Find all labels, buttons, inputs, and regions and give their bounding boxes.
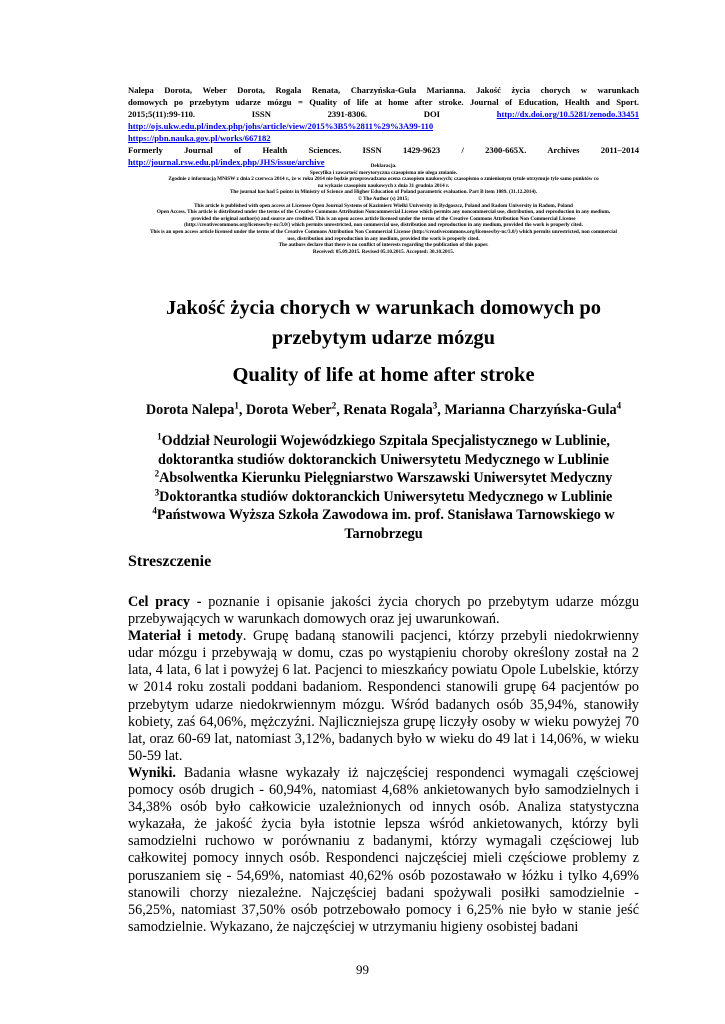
author-sup: 3: [432, 400, 438, 411]
declaration-line: provided the original author(s) and source are credited. This is an open access article licensed under the terms of the Creative Commons Attribution Non Commercial License: [191, 215, 576, 222]
declaration-line: Open Access. This article is distributed under the terms of the Creative Commons Attribution Noncommercial License which permits any noncommercial use, distribution, and reproduction in any medium,: [156, 209, 611, 216]
declaration-line: Specyfika i zawartość merytoryczna czasopisma nie ulega zmianie.: [309, 169, 458, 176]
author-sup: 4: [616, 400, 622, 411]
affiliations: [128, 432, 639, 544]
results-label: Wyniki.: [128, 764, 176, 781]
results-text: Badania własne wykazały iż najczęściej respondenci wymagali częściowej pomocy osób drugich - 60,94%, natomiast 4,68% ankietowanych było samodzielnych i 34,38% osób było całkowicie uzależnionych od innych osób. Analiza statystyczna wykazała, że jakość życia była istotnie lepsza wśród ankietowanych, którzy byli samodzielni ruchowo w porównaniu z badanymi, którzy wymagali częściowej lub całkowitej pomocy innych osób. Respondenci najczęściej mieli częściowe problemy z poruszaniem się - 54,69%, natomiast 40,62% osób pozostawało w łóżku i tylko 4,69% stanowili chorzy niezależne. Najczęściej badani spożywali posiłki samodzielnie - 56,25%, natomiast 37,50% osób potrzebowało pomocy i 6,25% nie było w stanie jeść samodzielnie. Wykazano, że najczęściej w utrzymaniu higieny osobistej badani: [128, 764, 639, 935]
title-english: Quality of life at home after stroke: [232, 364, 535, 386]
formerly-line: Formerly Journal of Health Sciences. ISSN 1429-9623 / 2300-665X. Archives 2011–2014: [128, 145, 639, 155]
doi-link[interactable]: http://dx.doi.org/10.5281/zenodo.33451: [496, 109, 639, 119]
affiliation-text: Doktorantka studiów doktoranckich Uniwersytetu Medycznego w Lublinie: [159, 488, 613, 505]
author-name: Marianna Charzyńska-Gula: [444, 402, 617, 418]
aim-paragraph: [128, 594, 639, 628]
affiliation-sup: 1: [157, 431, 162, 442]
declaration-line: use, distribution and reproduction in any medium, provided the work is properly cited.: [287, 235, 480, 242]
citation-line: domowych po przebytym udarze mózgu = Quality of life at home after stroke. Journal of Education, Health and Sport.: [128, 97, 639, 107]
declaration-block: [128, 163, 639, 255]
author-name: Dorota Weber: [245, 402, 332, 418]
affiliation-text: Państwowa Wyższa Szkoła Zawodowa im. prof. Stanisława Tarnowskiego w: [156, 507, 615, 524]
methods-label: Materiał i metody: [128, 628, 243, 645]
results-paragraph: [128, 765, 639, 936]
author-name: Renata Rogala: [343, 402, 433, 418]
declaration-line: The journal has had 5 points in Ministry of Science and Higher Education of Poland parametric evaluation. Part B item 1089. (31.12.2014).: [229, 189, 538, 196]
affiliation-text: Absolwentka Kierunku Pielęgniarstwo Warszawski Uniwersytet Medyczny: [159, 470, 613, 487]
affiliation-text: Oddział Neurologii Wojewódzkiego Szpitala Specjalistycznego w Lublinie,: [161, 433, 610, 449]
affiliation-sup: 4: [152, 505, 157, 516]
page-number: 99: [356, 962, 369, 977]
abstract-body: [128, 594, 639, 936]
abstract-heading: Streszczenie: [128, 553, 212, 570]
affiliation-sup: 2: [154, 468, 160, 479]
methods-text: . Grupę badaną stanowili pacjenci, którzy przebyli niedokrwienny udar mózgu i przebywają w domu, czas po wystąpieniu choroby określony został na 2 lata, 4 lata, 6 lat i powyżej 6 lat. Pacjenci to mieszkańcy powiatu Opole Lubelskie, którzy w 2014 roku zostali poddani badaniom. Respondenci stanowili grupę 64 pacjentów po przebytym udarze niedokrwiennym mózgu. Wśród badanych osób 35,94%, stanowiły kobiety, zaś 64,06%, mężczyźni. Najliczniejsza grupę liczyły osoby w wieku powyżej 70 lat, oraz 60-69 lat, natomiast 3,12%, badanych było w wieku do 49 lat i 14,06%, w wieku 50-59 lat.: [128, 628, 639, 764]
aim-text: poznanie i opisanie jakości życia chorych po przebytym udarze mózgu przebywających w warunkach domowych oraz jej uwarunkowań.: [128, 594, 639, 628]
declaration-line: (http://creativecommons.org/licenses/by-nc/3.0/) which permits unrestricted, non commercial use, distribution and reproduction in any medium, provided the work is properly cited.: [184, 222, 583, 229]
citation-text: 2015;5(11):99-110. ISSN 2391-8306. DOI: [128, 109, 497, 119]
affiliation-sup: 3: [154, 487, 160, 498]
declaration-line: Zgodnie z informacją MNiSW z dnia 2 czerwca 2014 r., że w roku 2014 nie będzie przeprowadzana ocena czasopism naukowych; czasopismo o zmienionym tytule otrzymuje tyle samo punktów co: [168, 176, 599, 183]
aim-label: Cel pracy -: [128, 594, 202, 610]
author-sup: 2: [331, 400, 337, 411]
author-sup: 1: [234, 400, 239, 411]
affiliation-line: Tarnobrzegu: [344, 525, 423, 542]
pbn-link[interactable]: https://pbn.nauka.gov.pl/works/667182: [128, 133, 271, 143]
affiliation-line: [128, 506, 639, 525]
ojs-link[interactable]: http://ojs.ukw.edu.pl/index.php/johs/article/view/2015%3B5%2811%29%3A99-110: [128, 121, 434, 131]
declaration-line: Received: 05.09.2015. Revised 05.10.2015. Accepted: 30.10.2015.: [312, 248, 455, 255]
declaration-line: The authors declare that there is no conflict of interests regarding the publication of this paper.: [278, 242, 489, 249]
declaration-line: This article is published with open access at Licensee Open Journal Systems of Kazimierz Wielki University in Bydgoszcz, Poland and Radom University in Radom, Poland: [194, 202, 573, 209]
affiliation-line: doktorantka studiów doktoranckich Uniwersytetu Medycznego w Lublinie: [158, 451, 609, 468]
citation-line: [128, 108, 639, 120]
methods-paragraph: [128, 628, 639, 765]
author-list: Dorota Nalepa$^1$, Dorota Weber$^2$, Renata Rogala$^3$, Marianna Charzyńska-Gula$^4$: [145, 400, 622, 418]
citation-block: [128, 84, 639, 168]
citation-line: Nalepa Dorota, Weber Dorota, Rogala Renata, Charzyńska-Gula Marianna. Jakość życia chorych w warunkach: [128, 85, 639, 95]
title-polish: Jakość życia chorych w warunkach domowych po przebytym udarze mózgu: [165, 297, 602, 349]
declaration-line: © The Author (s) 2015;: [358, 195, 409, 202]
declaration-line: Deklaracja.: [370, 163, 397, 169]
affiliation-line: [128, 432, 639, 451]
declaration-line: na wykazie czasopism naukowych z dnia 31 grudnia 2014 r.: [317, 182, 450, 189]
declaration-line: This is an open access article licensed under the terms of the Creative Commons Attribution Non Commercial License (http://creativecommons.org/licenses/by-nc/3.0/) which permits unrestricted, non commercial: [150, 228, 617, 235]
archive-link[interactable]: http://journal.rsw.edu.pl/index.php/JHS/issue/archive: [128, 157, 325, 167]
author-name: Dorota Nalepa: [145, 402, 235, 418]
affiliation-line: [128, 469, 639, 488]
affiliation-line: [128, 488, 639, 507]
